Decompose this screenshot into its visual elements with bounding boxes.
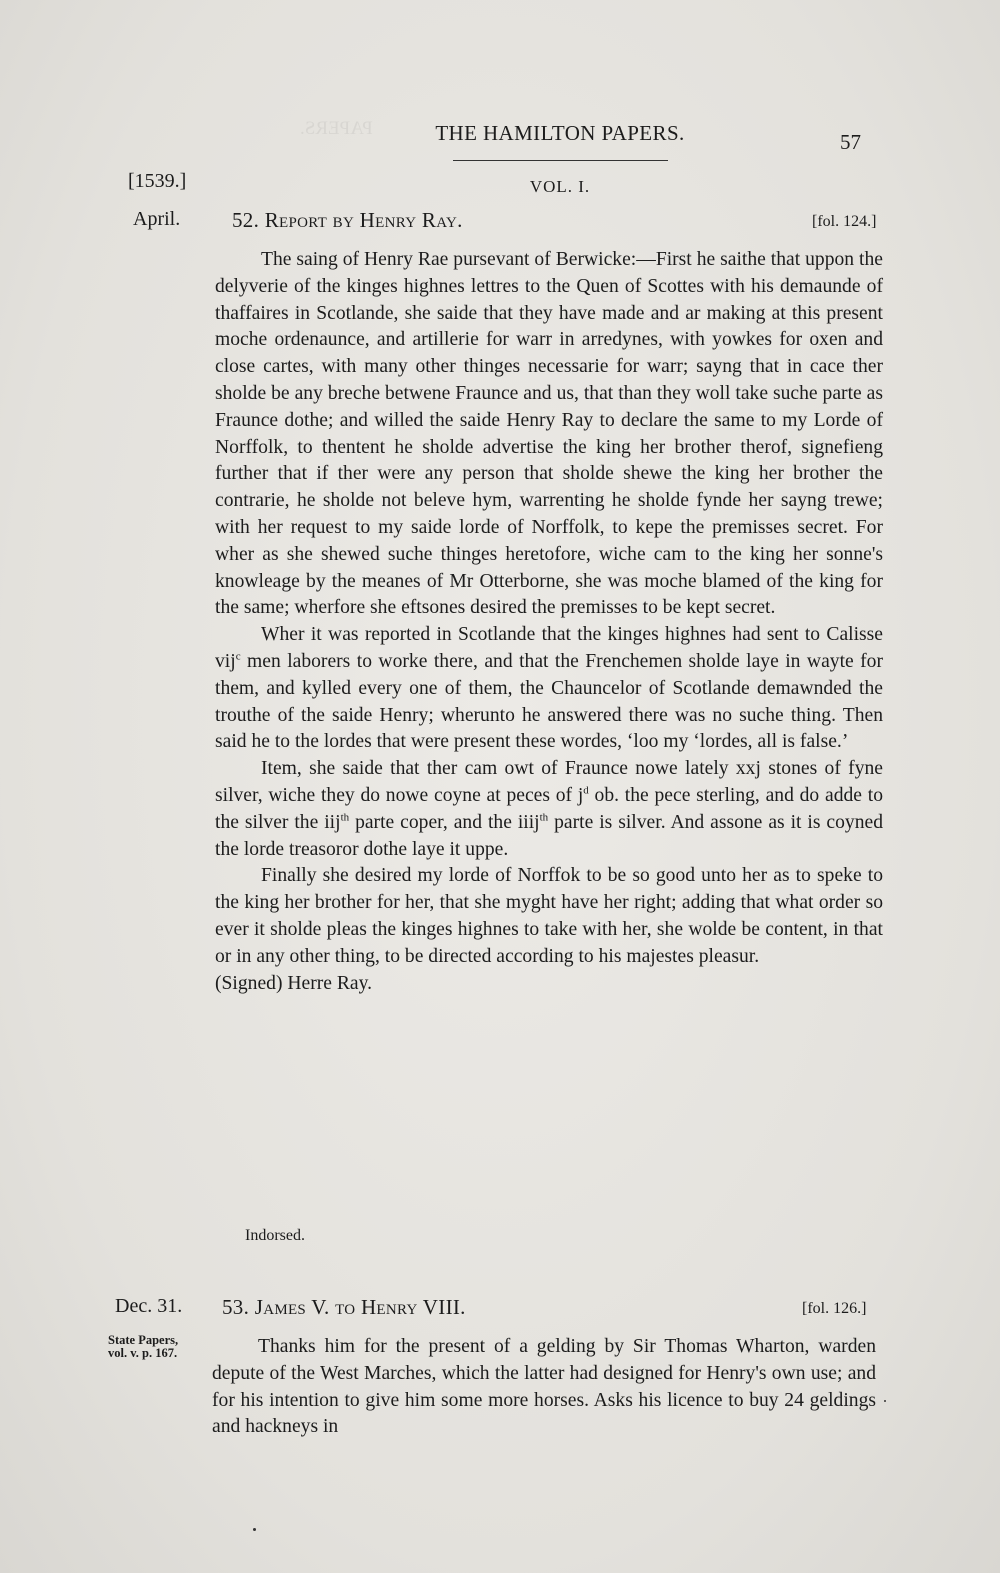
paragraph: Finally she desired my lorde of Norffok to be so good unto her as to speke to the king her brother for her, that she myght have her right; adding that what order so ever it sholde pleas the kinges highnes to take with her, she wolde be content, in that or in any other thing, to be directed according to his majestes pleasur. bbox=[215, 865, 883, 967]
entry-title bbox=[232, 208, 463, 233]
ink-speck bbox=[253, 1528, 256, 1531]
ink-speck bbox=[884, 1400, 886, 1402]
folio-reference: [fol. 126.] bbox=[802, 1300, 867, 1317]
entry-heading bbox=[0, 208, 1000, 238]
entry-number: 53. bbox=[222, 1295, 250, 1319]
entry-title bbox=[222, 1295, 466, 1320]
entry-date: Dec. 31. bbox=[115, 1295, 183, 1317]
page-number: 57 bbox=[840, 130, 861, 154]
year-marker: [1539.] bbox=[128, 170, 187, 192]
show-through: PAPERS. bbox=[300, 118, 373, 139]
volume-label: VOL. I. bbox=[529, 177, 591, 196]
paragraph: The saing of Henry Rae pursevant of Berwicke:—First he saithe that uppon the delyverie of the kinges highnes lettres to the Quen of Scottes with his demaunde of thaffaires in Scotlande, she saide that they have made and ar making at this present moche ordenaunce, and artillerie for warr in arredynes, with yowkes for oxen and close cartes, with many other thinges necessarie for warr; sayng that in cace ther sholde be any breche betwene Fraunce and us, that than they woll take suche parte as Fraunce dothe; and willed the saide Henry Ray to declare the same to my Lorde of Norffolk, to thentent he sholde advertise the king her brother therof, signefieng further that if ther were any person that sholde shewe the king her brother the contrarie, he sholde not beleve hym, warrenting he sholde fynde her sayng trewe; with her request to my saide lorde of Norffolk, to kepe the premisses secret. For wher as she shewed suche thinges heretofore, wiche cam to the king her sonne's knowleage by the meanes of Mr Otterborne, she was moche blamed of the king for the same; wherfore she eftsones desired the premisses to be kept secret. bbox=[215, 249, 883, 619]
side-note: State Papers, vol. v. p. 167. bbox=[108, 1333, 179, 1360]
indorsed-note: Indorsed. bbox=[245, 1227, 305, 1244]
entry-title-text: Report by Henry Ray. bbox=[264, 208, 463, 232]
entry-heading bbox=[0, 1295, 1000, 1325]
header-rule bbox=[453, 160, 668, 161]
paragraph: Item, she saide that ther cam owt of Fraunce nowe lately xxj stones of fyne silver, wiche they do nowe coyne at peces of $j^d$ ob. the pece sterling, and do adde to the silver the iij$^{th}$ parte coper, and the iiij$^{th}$ parte is silver. And assone as it is coyned the lorde treasoror dothe laye it uppe. bbox=[215, 758, 883, 860]
folio-reference: [fol. 124.] bbox=[812, 213, 877, 230]
entry-body bbox=[215, 247, 883, 997]
entry-body bbox=[212, 1334, 876, 1441]
running-title: THE HAMILTON PAPERS. bbox=[435, 121, 685, 145]
entry-number: 52. bbox=[232, 208, 260, 232]
entry-date: April. bbox=[133, 208, 181, 230]
paragraph: Thanks him for the present of a gelding by Sir Thomas Wharton, warden depute of the West Marches, which the latter had designed for Henry's own use; and for his intention to give him some more horses. Asks his licence to buy 24 geldings and hackneys in bbox=[212, 1336, 876, 1438]
signature-line: (Signed) Herre Ray. bbox=[215, 972, 373, 994]
paragraph: Wher it was reported in Scotlande that the kinges highnes had sent to Calisse vij$^c$ men laborers to worke there, and that the Frenchemen sholde laye in wayte for them, and kylled every one of them, the Chauncelor of Scotlande demawnded the trouthe of the saide Henry; wherunto he answered there was no suche thing. Then said he to the lordes that were present these wordes, ‘loo my ‘lordes, all is false.’ bbox=[215, 624, 883, 753]
entry-title-text: James V. to Henry VIII. bbox=[254, 1295, 466, 1319]
